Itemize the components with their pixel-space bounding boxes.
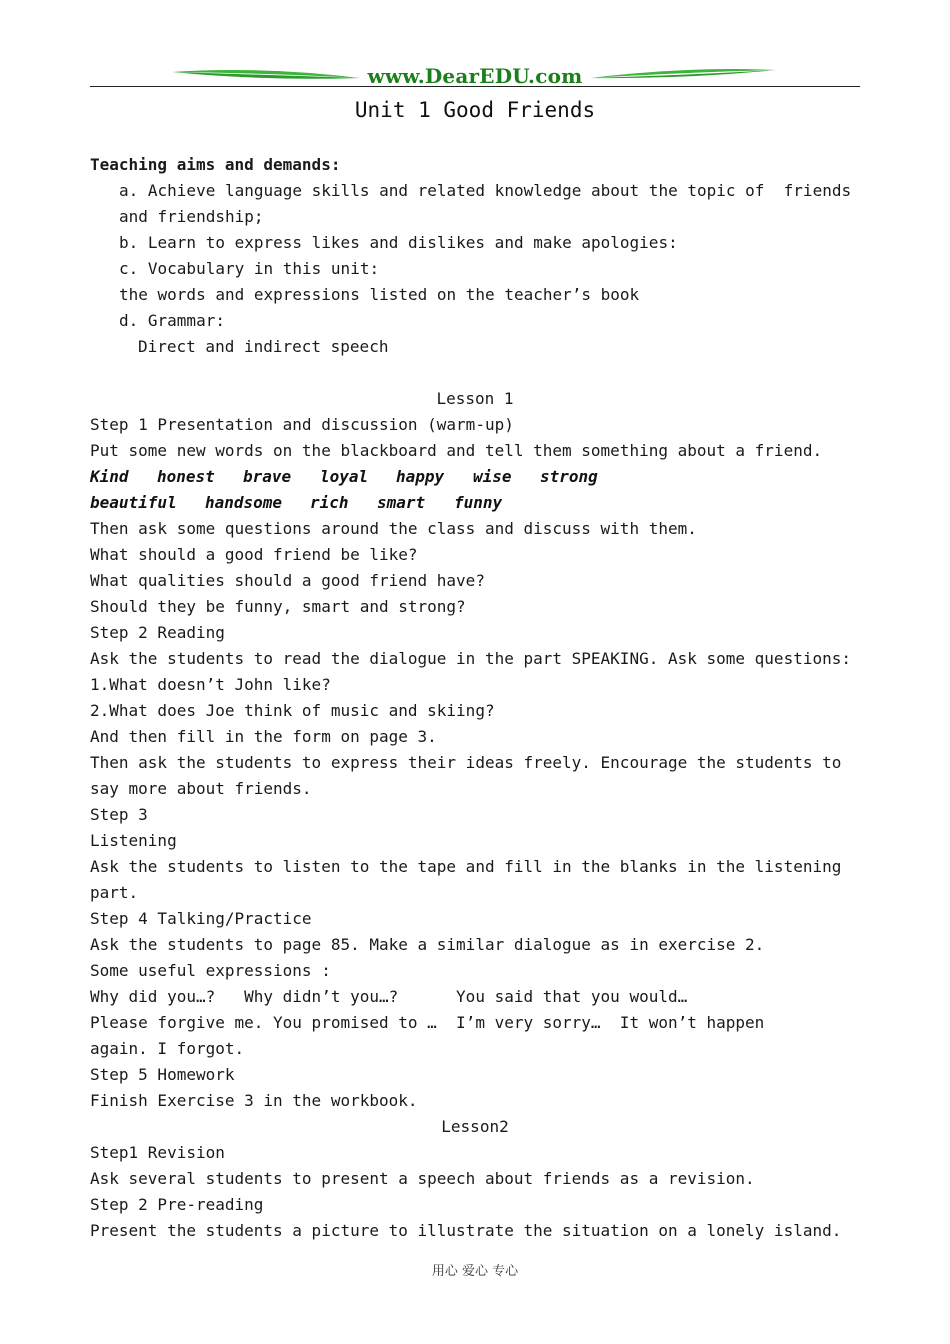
step-heading: Step 2 Reading (90, 623, 225, 642)
text-line: Some useful expressions : (90, 961, 331, 980)
header-divider (90, 86, 860, 87)
text-line: Step 1 Presentation and discussion (warm-up) (90, 415, 514, 434)
text-line: Please forgive me. You promised to … I’m very sorry… It won’t happen (90, 1013, 765, 1032)
vocab-word: Kind (90, 467, 129, 486)
vocab-word: funny (454, 493, 503, 512)
header-banner (90, 60, 860, 90)
step-heading: Step 3 (90, 805, 148, 824)
aim-c: c. Vocabulary in this unit: (119, 259, 380, 278)
text-line: What qualities should a good friend have? (90, 571, 485, 590)
vocab-word: rich (310, 493, 349, 512)
text-line: say more about friends. (90, 779, 312, 798)
vocab-word: honest (157, 467, 215, 486)
vocab-word: handsome (205, 493, 283, 512)
text-line: Ask the students to page 85. Make a similar dialogue as in exercise 2. (90, 935, 765, 954)
site-logo[interactable]: www.DearEDU.com (367, 64, 583, 88)
step-heading: Step 4 Talking/Practice (90, 909, 312, 928)
text-line: again. I forgot. (90, 1039, 245, 1058)
text-line: Finish Exercise 3 in the workbook. (90, 1091, 418, 1110)
step-heading: Step 5 Homework (90, 1065, 235, 1084)
text-line: Then ask some questions around the class and discuss with them. (90, 519, 697, 538)
aim-c-detail: the words and expressions listed on the teacher’s book (119, 285, 640, 304)
vocab-row-2 (90, 490, 502, 516)
lesson1-heading: Lesson 1 (436, 389, 514, 408)
vocab-word: wise (473, 467, 512, 486)
vocab-word: strong (540, 467, 598, 486)
step-heading: Step 2 Pre-reading (90, 1195, 264, 1214)
text-line: part. (90, 883, 139, 902)
page-title: Unit 1 Good Friends (354, 98, 596, 122)
vocab-word: smart (377, 493, 426, 512)
text-line: Listening (90, 831, 177, 850)
text-line: 2.What does Joe think of music and skiing? (90, 701, 495, 720)
vocab-word: brave (243, 467, 292, 486)
aim-a-line1: a. Achieve language skills and related knowledge about the topic of friends (119, 181, 852, 200)
text-line: Ask the students to listen to the tape and fill in the blanks in the listening (90, 857, 842, 876)
aim-d: d. Grammar: (119, 311, 225, 330)
aim-a-line2: and friendship; (119, 207, 264, 226)
text-line: Present the students a picture to illustrate the situation on a lonely island. (90, 1221, 842, 1240)
vocab-word: happy (396, 467, 445, 486)
text-line: What should a good friend be like? (90, 545, 418, 564)
text-line: Why did you…? Why didn’t you…? You said that you would… (90, 987, 688, 1006)
text-line: 1.What doesn’t John like? (90, 675, 331, 694)
vocab-word: beautiful (90, 493, 177, 512)
page-footer: 用心 爱心 专心 (431, 1264, 519, 1279)
text-line: Ask the students to read the dialogue in the part SPEAKING. Ask some questions: (90, 649, 851, 668)
vocab-row-1 (90, 464, 598, 490)
text-line: And then fill in the form on page 3. (90, 727, 437, 746)
aim-d-detail: Direct and indirect speech (138, 337, 389, 356)
aim-b: b. Learn to express likes and dislikes and make apologies: (119, 233, 678, 252)
text-line: Put some new words on the blackboard and tell them something about a friend. (90, 441, 823, 460)
text-line: Then ask the students to express their ideas freely. Encourage the students to (90, 753, 842, 772)
lesson2-heading: Lesson2 (441, 1117, 509, 1136)
text-line: Ask several students to present a speech about friends as a revision. (90, 1169, 755, 1188)
text-line: Should they be funny, smart and strong? (90, 597, 466, 616)
aims-heading: Teaching aims and demands: (90, 155, 341, 174)
vocab-word: loyal (320, 467, 369, 486)
step-heading: Step1 Revision (90, 1143, 225, 1162)
